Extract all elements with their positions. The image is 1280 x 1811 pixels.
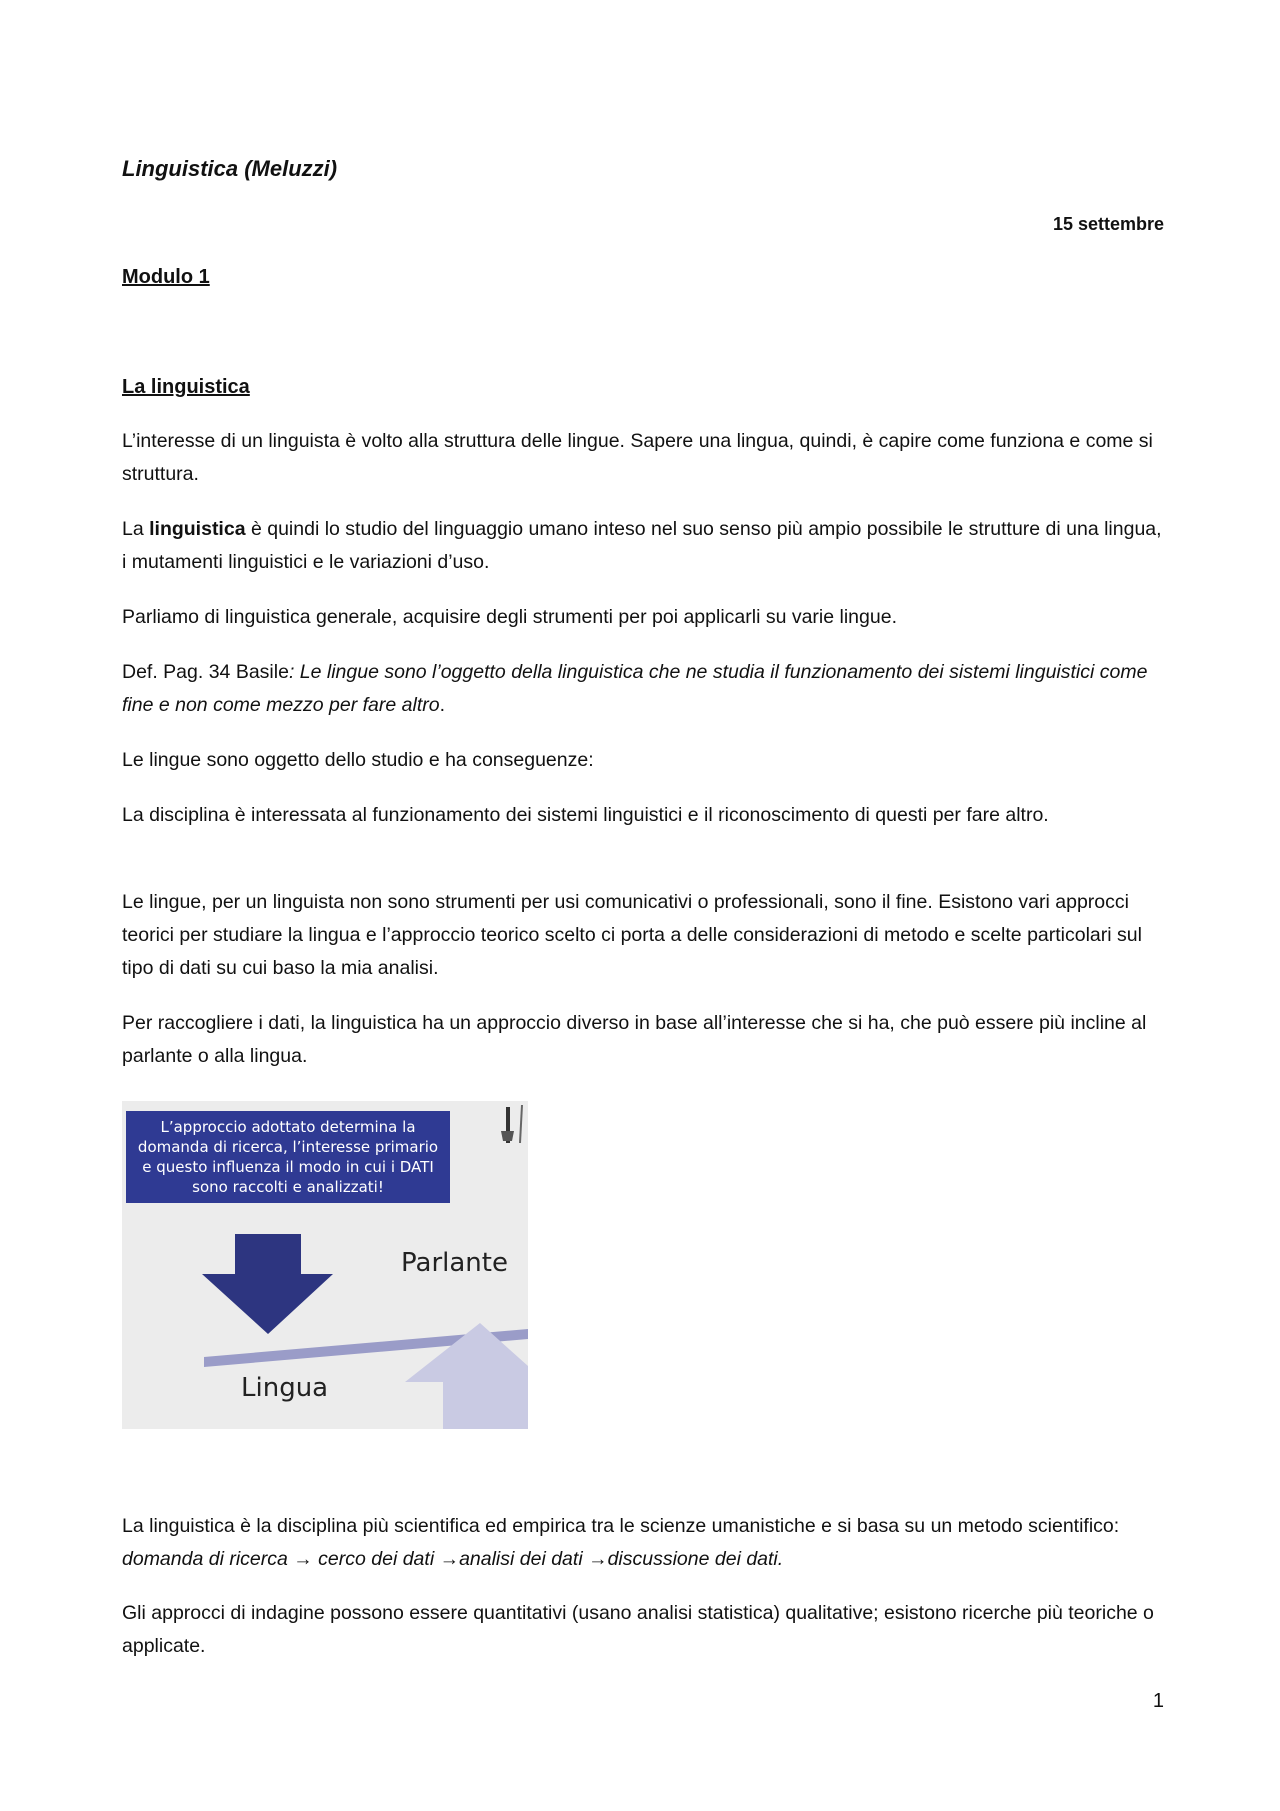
paragraph-9-pre: La linguistica è la disciplina più scientifica ed empirica tra le scienze umanistiche e si basa su un metodo scientifico: [122,1515,1120,1537]
paragraph-3: Parliamo di linguistica generale, acquisire degli strumenti per poi applicarli su varie lingue. [122,606,897,628]
paragraph-1: L’interesse di un linguista è volto alla struttura delle lingue. Sapere una lingua, quindi, è capire come funziona e come si struttura. [122,430,1153,485]
paragraph-4 [122,656,1167,722]
document-title: Linguistica (Meluzzi) [122,156,338,181]
paragraph-8: Per raccogliere i dati, la linguistica ha un approccio diverso in base all’interesse che si ha, che può essere più incline al parlante o alla lingua. [122,1012,1147,1067]
paragraph-2 [122,513,1167,579]
down-arrow [202,1234,333,1334]
paragraph-4-pre: Def. Pag. 34 Basile [122,661,289,683]
document-date: 15 settembre [1052,214,1164,234]
section-heading: La linguistica [122,376,250,398]
paragraph-9-method: domanda di ricerca → cerco dei dati →analisi dei dati →discussione dei dati. [122,1548,784,1570]
paragraph-2-post: è quindi lo studio del linguaggio umano inteso nel suo senso più ampio possibile le strutture di una lingua, i mutamenti linguistici e le variazioni d’uso. [122,518,1162,573]
paragraph-2-pre: La [122,518,150,540]
approach-figure [122,1101,528,1429]
paragraph-9 [122,1510,1167,1576]
paragraph-10: Gli approcci di indagine possono essere quantitativi (usano analisi statistica) qualitative; esistono ricerche più teoriche o applicate. [122,1602,1154,1657]
corner-sketch-icon [501,1105,522,1143]
paragraph-6: La disciplina è interessata al funzionamento dei sistemi linguistici e il riconoscimento di questi per fare altro. [122,804,1049,826]
module-heading: Modulo 1 [122,266,210,288]
label-lingua: Lingua [241,1373,329,1403]
label-parlante: Parlante [401,1248,508,1278]
page-number: 1 [1152,1690,1164,1712]
paragraph-7: Le lingue, per un linguista non sono strumenti per usi comunicativi o professionali, sono il fine. Esistono vari approcci teorici per studiare la lingua e l’approccio teorico scelto ci porta a delle considerazioni di metodo e scelte particolari sul tipo di dati su cui baso la mia analisi. [122,891,1142,979]
paragraph-4-definition: : Le lingue sono l’oggetto della linguistica che ne studia il funzionamento dei sistemi linguistici come fine e non come mezzo per fare altro [122,661,1148,716]
paragraph-4-post: . [439,694,446,716]
figure-caption-box: L’approccio adottato determina la domanda di ricerca, l’interesse primario e questo influenza il modo in cui i DATI sono raccolti e analizzati! [126,1111,450,1203]
paragraph-5: Le lingue sono oggetto dello studio e ha conseguenze: [122,749,594,771]
paragraph-2-term: linguistica [149,518,246,540]
